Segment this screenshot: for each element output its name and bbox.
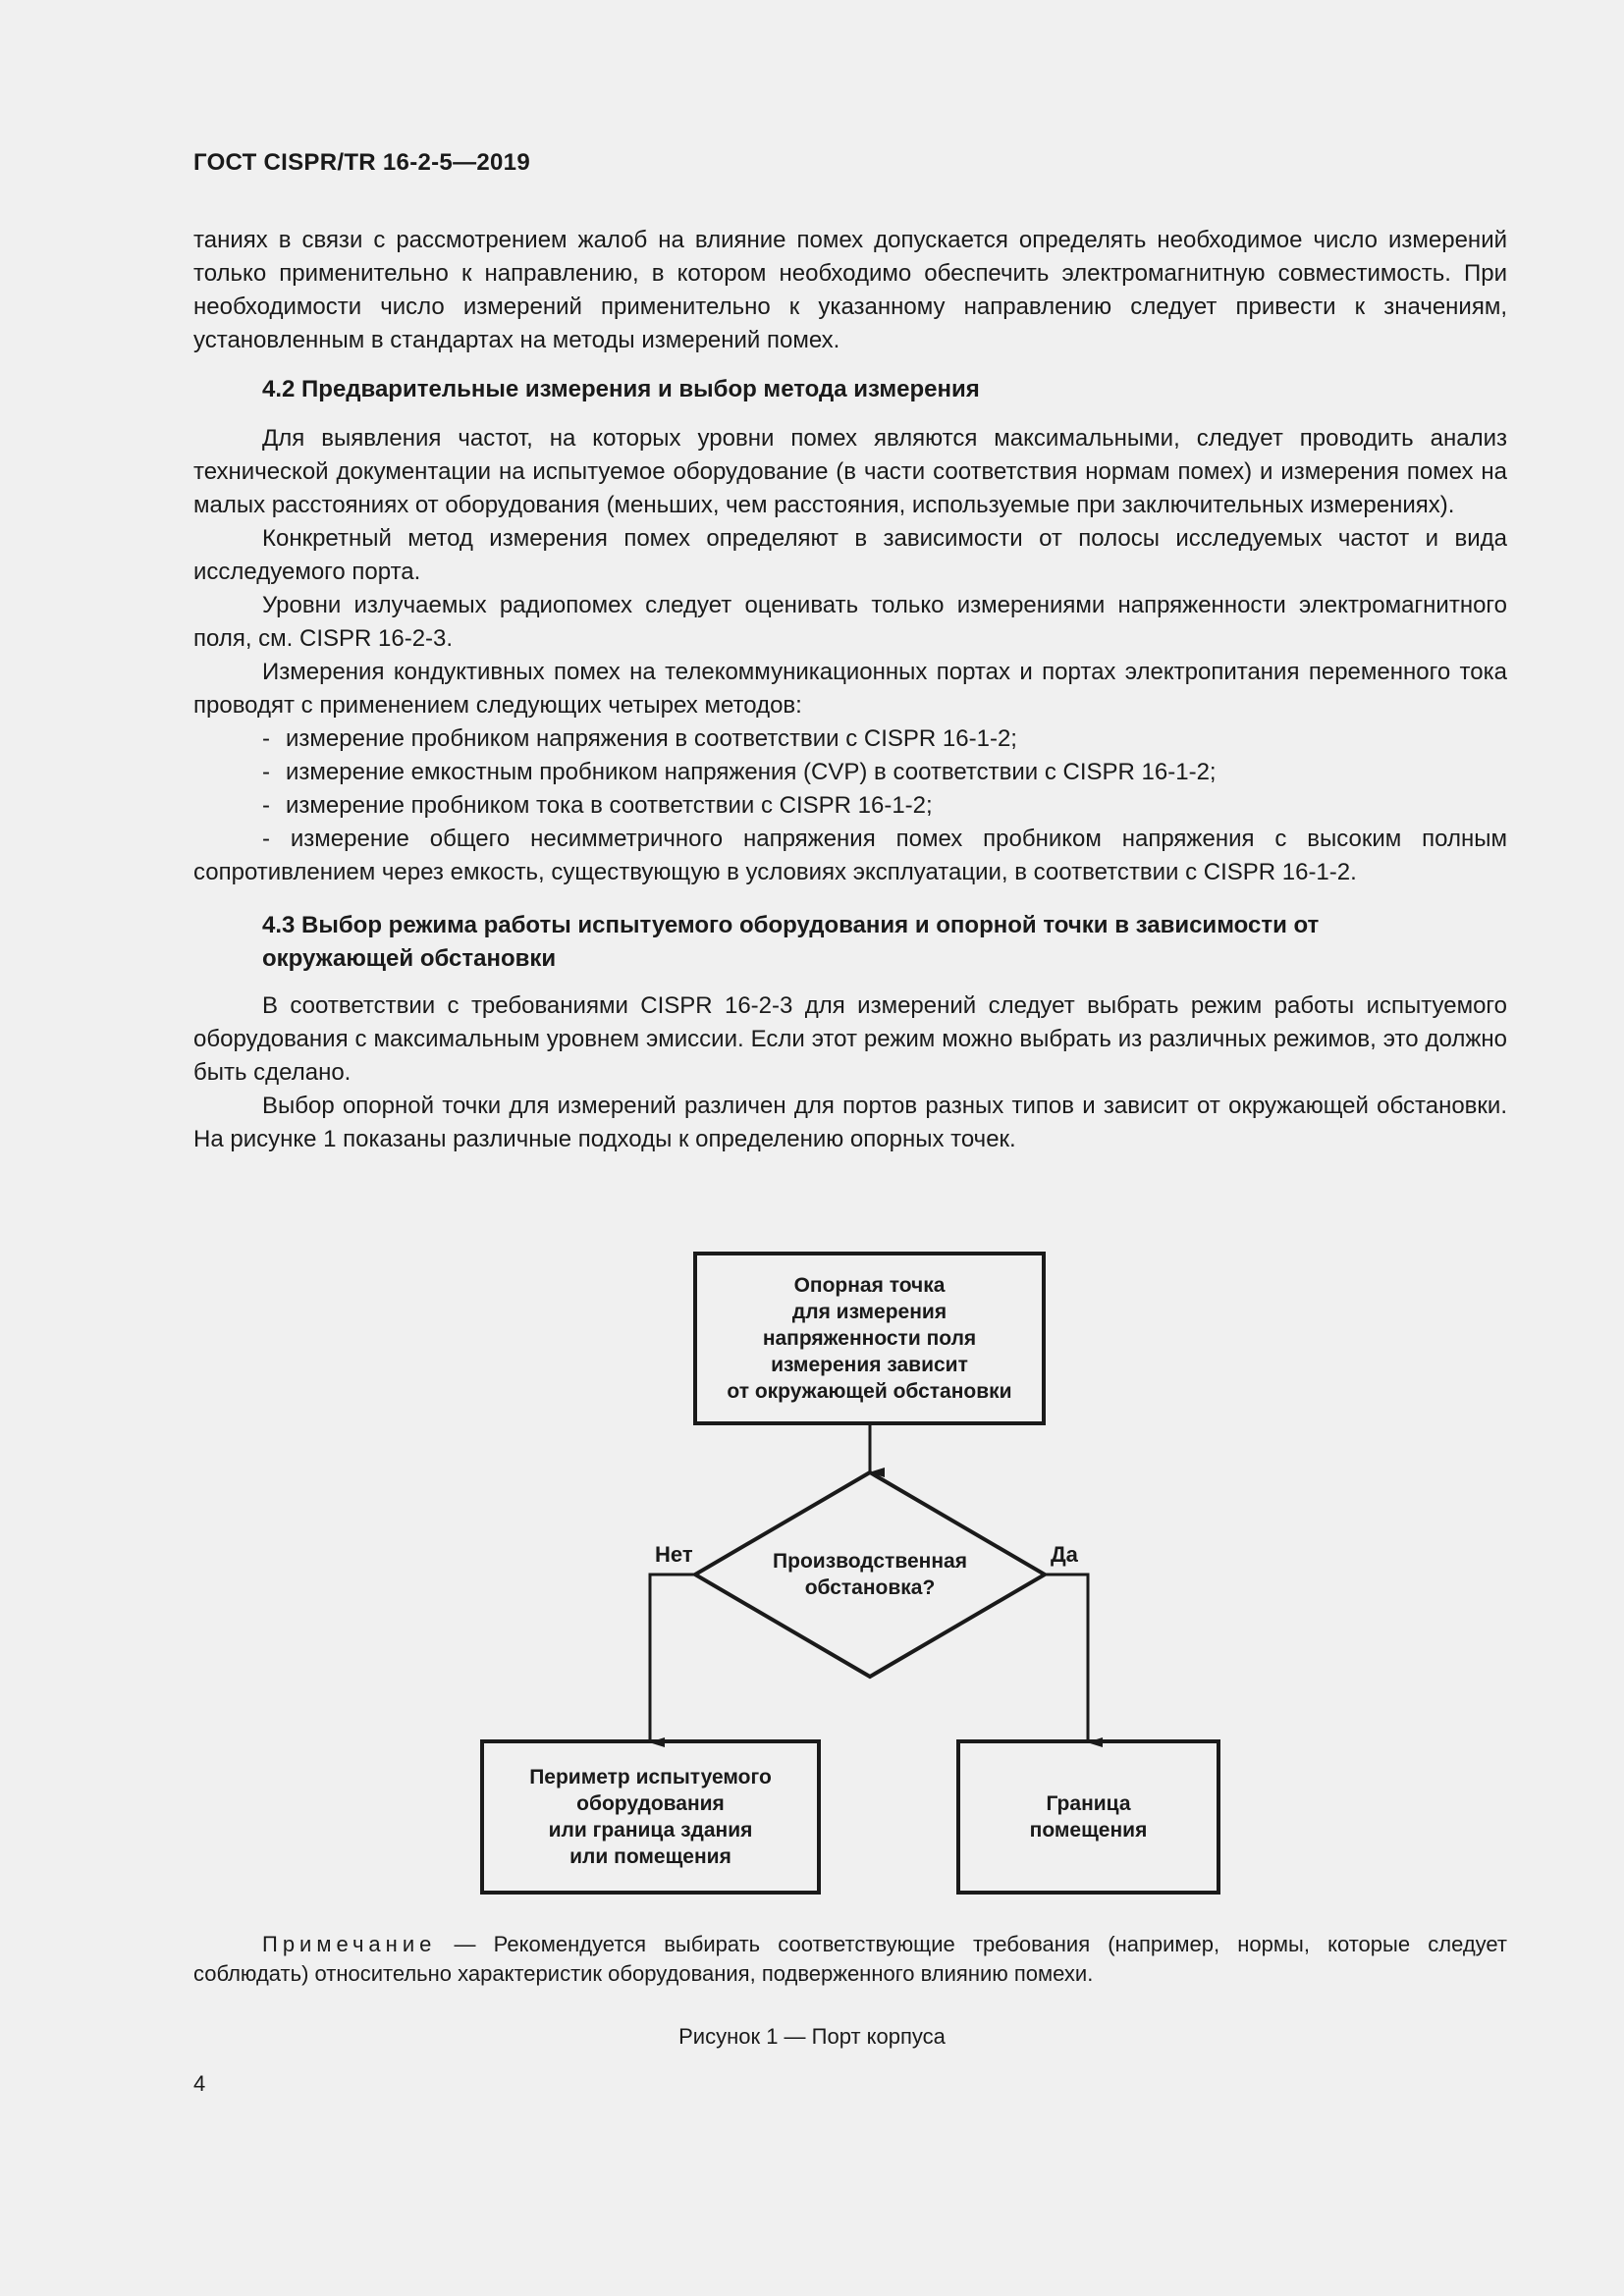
right-box-text: Граница помещения: [1029, 1792, 1148, 1842]
paragraph: В соответствии с требованиями CISPR 16-2-3 для измерений следует выбрать режим работы испытуемого оборудования с максимальным уровнем эмиссии. Если этот режим можно выбрать из различных режимов, это должно быть сделано.: [193, 992, 1507, 1086]
paragraph: таниях в связи с рассмотрением жалоб на влияние помех допускается определять необходимое число измерений только применительно к направлению, в котором необходимо обеспечить электромагнитную совместимость. При необходимости число измерений применительно к указанному направлению следует привести к значениям, установленным в стандартах на методы измерений помех.: [193, 227, 1507, 353]
list-item: - измерение пробником тока в соответствии с CISPR 16-1-2;: [262, 792, 933, 819]
top-box-text: Опорная точка для измерения напряженности поля измерения зависит от окружающей обстановки: [727, 1274, 1012, 1403]
paragraph: Выбор опорной точки для измерений различен для портов разных типов и зависит от окружающей обстановки. На рисунке 1 показаны различные подходы к определению опорных точек.: [193, 1093, 1507, 1152]
paragraph: Для выявления частот, на которых уровни помех являются максимальными, следует проводить анализ технической документации на испытуемое оборудование (в части соответствия нормам помех) и измерения помех на малых расстояниях от оборудования (меньших, чем расстояния, используемые при заключительных измерениях).: [193, 425, 1507, 518]
section-heading-4-3: 4.3 Выбор режима работы испытуемого оборудования и опорной точки в зависимости от окружающей обстановки: [262, 912, 1320, 972]
connector-arrow: [650, 1575, 695, 1742]
paragraph: Конкретный метод измерения помех определяют в зависимости от полосы исследуемых частот и вида исследуемого порта.: [193, 525, 1507, 585]
list-item: - измерение общего несимметричного напряжения помех пробником напряжения с высоким полным сопротивлением через емкость, существующую в условиях эксплуатации, в соответствии с CISPR 16-1-2.: [193, 826, 1507, 885]
section-heading-4-2: 4.2 Предварительные измерения и выбор метода измерения: [262, 376, 980, 402]
list-item: - измерение емкостным пробником напряжения (CVP) в соответствии с CISPR 16-1-2;: [262, 759, 1217, 785]
figure-note: [193, 1930, 1507, 1989]
document-header: ГОСТ CISPR/TR 16-2-5—2019: [193, 149, 530, 176]
paragraph: Уровни излучаемых радиопомех следует оценивать только измерениями напряженности электромагнитного поля, см. CISPR 16-2-3.: [193, 592, 1507, 652]
figure-caption: Рисунок 1 — Порт корпуса: [678, 2024, 946, 2049]
branch-label-yes: Да: [1051, 1542, 1078, 1567]
decision-text: Производственная обстановка?: [773, 1550, 967, 1599]
list-item: - измерение пробником напряжения в соответствии с CISPR 16-1-2;: [262, 725, 1017, 752]
left-box-text: Периметр испытуемого оборудования или граница здания или помещения: [529, 1766, 772, 1868]
connector-arrow: [1045, 1575, 1088, 1742]
note-text: — Рекомендуется выбирать соответствующие требования (например, нормы, которые следует соблюдать) относительно характеристик оборудования, подверженного влиянию помехи.: [193, 1932, 1507, 1986]
page-number: 4: [193, 2071, 206, 2096]
paragraph: Измерения кондуктивных помех на телекоммуникационных портах и портах электропитания переменного тока проводят с применением следующих четырех методов:: [193, 659, 1507, 719]
note-label: Примечание: [262, 1932, 437, 1956]
branch-label-no: Нет: [655, 1542, 693, 1567]
